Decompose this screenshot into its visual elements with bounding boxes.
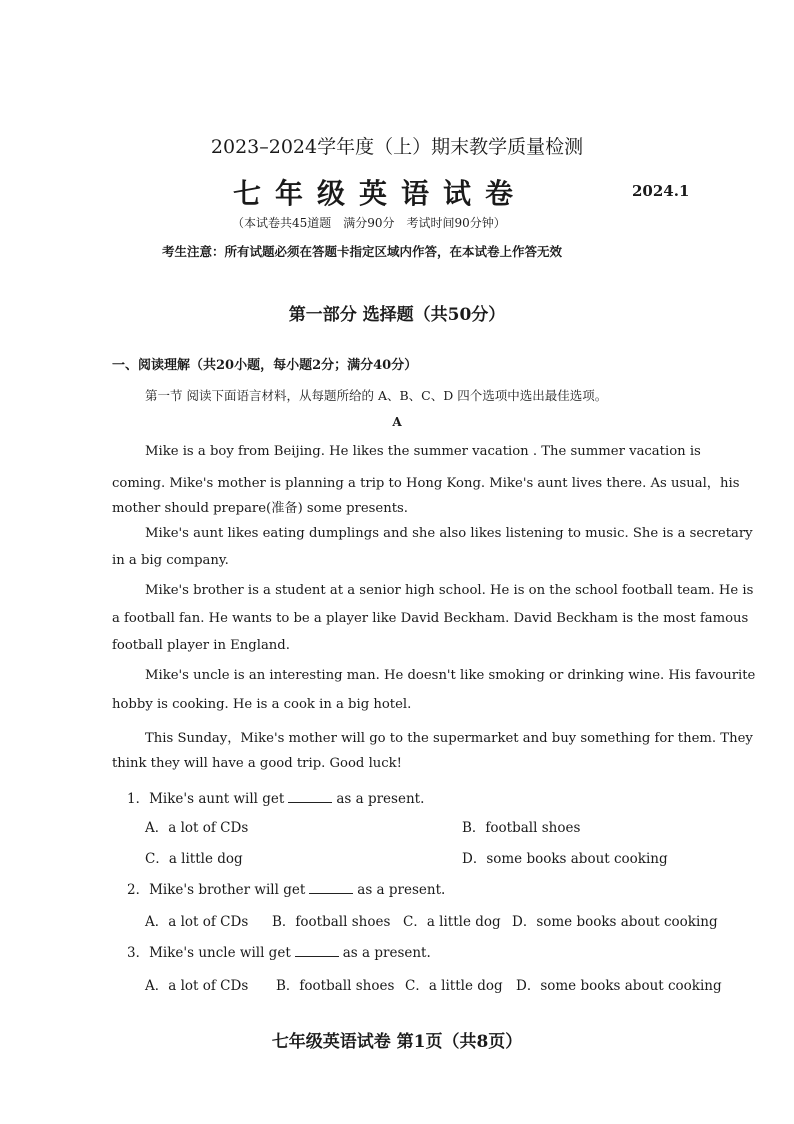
section-instruction: 第一节 阅读下面语言材料，从每题所给的 A、B、C、D 四个选项中选出最佳选项。 bbox=[145, 388, 608, 403]
question-2 bbox=[127, 878, 445, 898]
passage-line: mother should prepare(准备) some presents. bbox=[112, 501, 408, 516]
question-stem-before: Mike's uncle will get bbox=[149, 945, 291, 961]
exam-info: （本试卷共45道题 满分90分 考试时间90分钟） bbox=[232, 216, 506, 230]
passage-line: This Sunday，Mike's mother will go to the supermarket and buy something for them. They bbox=[145, 731, 753, 746]
page-footer: 七年级英语试卷 第1页（共8页） bbox=[271, 1032, 523, 1052]
option-a: A．a lot of CDs bbox=[145, 820, 249, 836]
question-stem-after: as a present. bbox=[336, 791, 425, 807]
section-heading: 一、阅读理解（共20小题，每小题2分；满分40分） bbox=[112, 358, 418, 373]
passage-line: a football fan. He wants to be a player like David Beckham. David Beckham is the most famous bbox=[112, 611, 749, 626]
passage-line: hobby is cooking. He is a cook in a big hotel. bbox=[112, 697, 412, 712]
exam-title: 2023–2024学年度（上）期末教学质量检测 bbox=[210, 136, 584, 158]
passage-line: Mike's uncle is an interesting man. He doesn't like smoking or drinking wine. His favourite bbox=[145, 668, 756, 683]
question-1 bbox=[127, 787, 424, 807]
question-stem-before: Mike's aunt will get bbox=[149, 791, 285, 807]
question-stem-before: Mike's brother will get bbox=[149, 882, 306, 898]
passage-line: Mike's brother is a student at a senior high school. He is on the school football team. He is bbox=[145, 583, 754, 598]
answer-blank bbox=[288, 792, 332, 803]
option-a: A．a lot of CDs bbox=[145, 978, 249, 994]
question-3 bbox=[127, 941, 431, 961]
passage-line: in a big company. bbox=[112, 553, 229, 568]
option-d: D．some books about cooking bbox=[512, 914, 718, 930]
part-title: 第一部分 选择题（共50分） bbox=[288, 305, 506, 325]
question-number: 2． bbox=[127, 882, 150, 898]
option-a: A．a lot of CDs bbox=[145, 914, 249, 930]
question-stem-after: as a present. bbox=[342, 945, 431, 961]
passage-line: coming. Mike's mother is planning a trip to Hong Kong. Mike's aunt lives there. As usual，his bbox=[112, 476, 740, 491]
passage-line: football player in England. bbox=[112, 638, 290, 653]
option-d: D．some books about cooking bbox=[462, 851, 668, 867]
option-d: D．some books about cooking bbox=[516, 978, 722, 994]
passage-line: Mike is a boy from Beijing. He likes the summer vacation . The summer vacation is bbox=[145, 444, 701, 459]
question-number: 1． bbox=[127, 791, 150, 807]
option-b: B．football shoes bbox=[462, 820, 581, 836]
option-c: C．a little dog bbox=[403, 914, 501, 930]
answer-blank bbox=[309, 883, 353, 894]
answer-blank bbox=[295, 946, 339, 957]
passage-line: think they will have a good trip. Good luck! bbox=[112, 756, 402, 771]
passage-line: Mike's aunt likes eating dumplings and she also likes listening to music. She is a secretary bbox=[145, 526, 753, 541]
passage-label: A bbox=[392, 415, 402, 429]
option-b: B．football shoes bbox=[276, 978, 395, 994]
option-c: C．a little dog bbox=[405, 978, 503, 994]
question-stem-after: as a present. bbox=[357, 882, 446, 898]
subject-title: 七年级英语试卷 bbox=[233, 177, 528, 210]
exam-date: 2024.1 bbox=[632, 182, 690, 200]
option-b: B．football shoes bbox=[272, 914, 391, 930]
exam-notice: 考生注意：所有试题必须在答题卡指定区域内作答，在本试卷上作答无效 bbox=[162, 244, 563, 259]
question-number: 3． bbox=[127, 945, 150, 961]
option-c: C．a little dog bbox=[145, 851, 243, 867]
